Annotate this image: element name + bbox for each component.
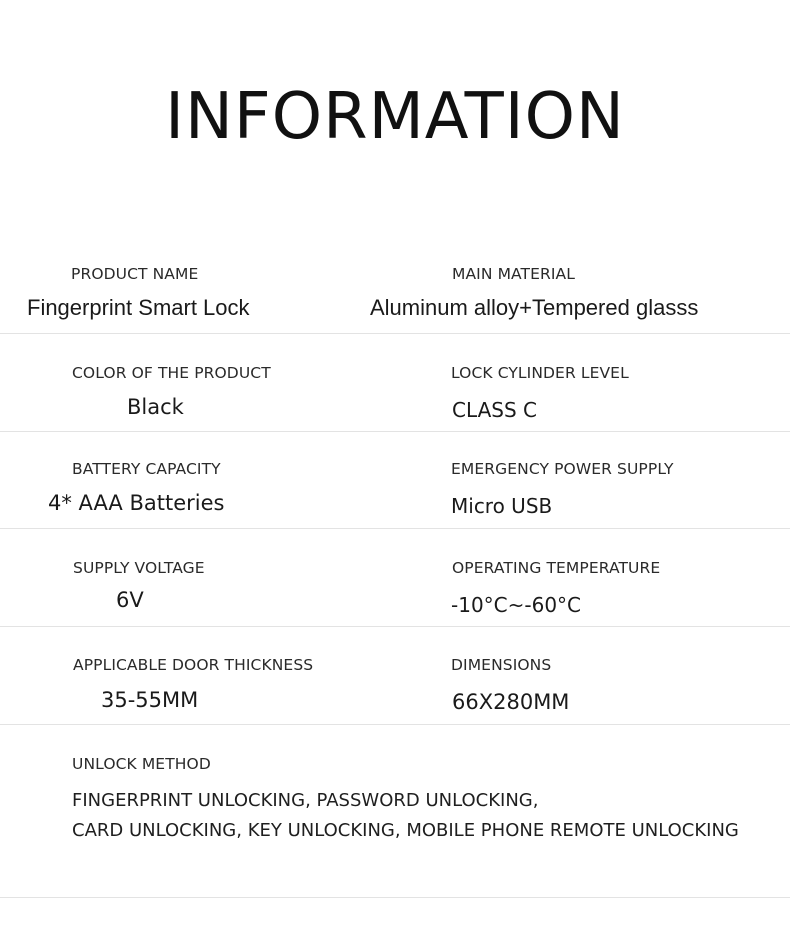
page-title: INFORMATION (165, 80, 625, 154)
row-divider (0, 431, 790, 432)
product-name-value: Fingerprint Smart Lock (27, 295, 250, 320)
main-material-value: Aluminum alloy+Tempered glasss (370, 295, 699, 320)
unlock-method-line-1: FINGERPRINT UNLOCKING, PASSWORD UNLOCKING, (72, 790, 539, 811)
row-divider (0, 897, 790, 898)
lock-cylinder-value: CLASS C (452, 398, 537, 422)
product-name-label: PRODUCT NAME (71, 265, 199, 283)
main-material-label: MAIN MATERIAL (452, 265, 575, 283)
emergency-power-value: Micro USB (451, 494, 553, 518)
supply-voltage-value: 6V (116, 588, 144, 612)
row-divider (0, 333, 790, 334)
dimensions-label: DIMENSIONS (451, 656, 552, 674)
dimensions-value: 66X280MM (452, 690, 570, 714)
color-value: Black (127, 395, 184, 419)
lock-cylinder-label: LOCK CYLINDER LEVEL (451, 364, 629, 382)
supply-voltage-label: SUPPLY VOLTAGE (73, 559, 205, 577)
row-divider (0, 626, 790, 627)
operating-temp-label: OPERATING TEMPERATURE (452, 559, 661, 577)
color-label: COLOR OF THE PRODUCT (72, 364, 271, 382)
battery-value: 4* AAA Batteries (48, 491, 225, 515)
unlock-method-line-2: CARD UNLOCKING, KEY UNLOCKING, MOBILE PHONE REMOTE UNLOCKING (72, 820, 739, 841)
emergency-power-label: EMERGENCY POWER SUPPLY (451, 460, 674, 478)
door-thickness-value: 35-55MM (101, 688, 199, 712)
door-thickness-label: APPLICABLE DOOR THICKNESS (73, 656, 314, 674)
row-divider (0, 528, 790, 529)
row-divider (0, 724, 790, 725)
unlock-method-label: UNLOCK METHOD (72, 755, 211, 773)
battery-label: BATTERY CAPACITY (72, 460, 221, 478)
operating-temp-value: -10°C~-60°C (451, 593, 582, 617)
